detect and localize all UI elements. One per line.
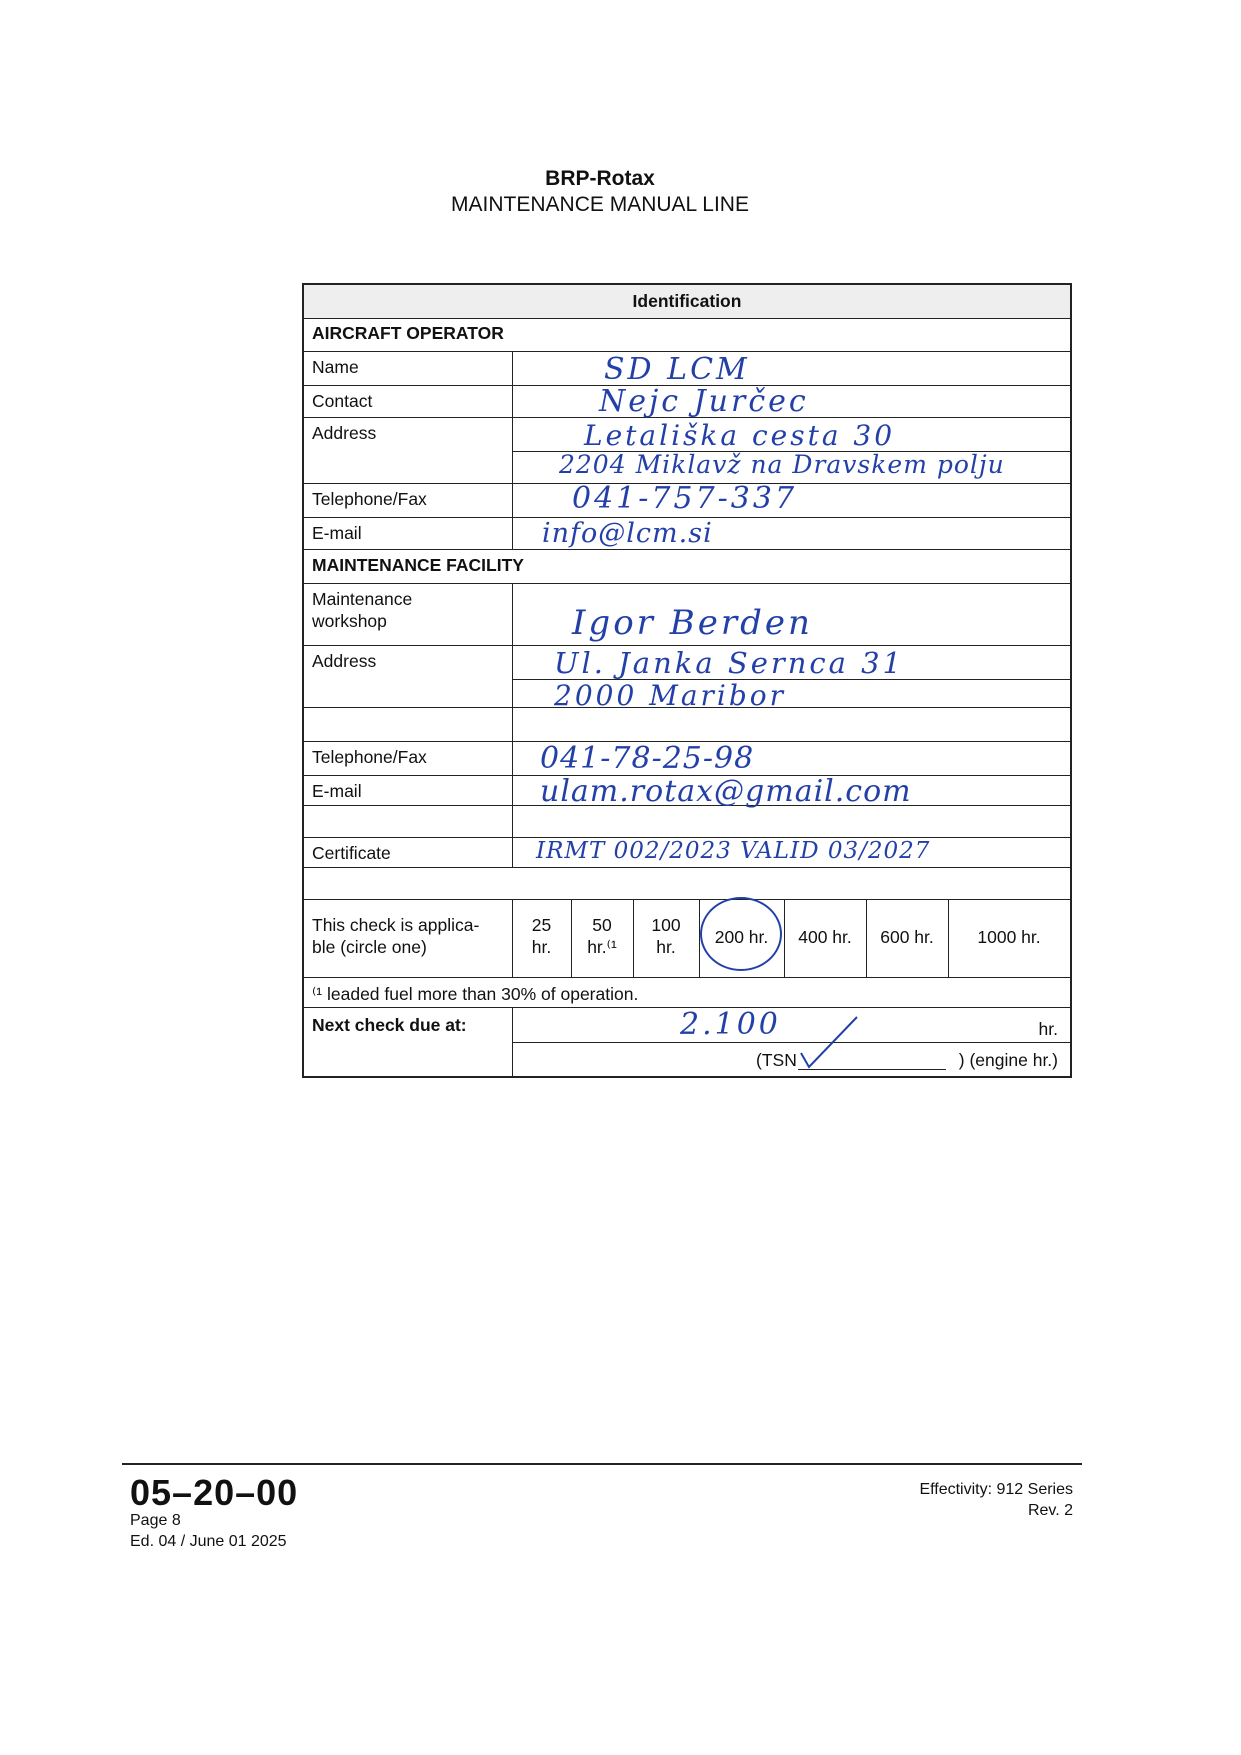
identification-form	[302, 283, 1072, 1078]
manual-title: MAINTENANCE MANUAL LINE	[451, 193, 749, 216]
operator-email-value[interactable]: info@lcm.si	[542, 518, 713, 549]
document-number: 05–20–00	[130, 1472, 299, 1513]
operator-name-label: Name	[312, 357, 359, 377]
check-option-25-unit: hr.	[531, 937, 552, 957]
facility-heading: MAINTENANCE FACILITY	[312, 555, 524, 575]
facility-address-line1[interactable]: Ul. Janka Sernca 31	[554, 646, 905, 680]
operator-address-line2[interactable]: 2204 Miklavž na Dravskem polju	[559, 450, 1005, 479]
operator-name-value[interactable]: SD LCM	[604, 352, 750, 387]
tsn-prefix: (TSN	[756, 1050, 797, 1070]
check-option-100[interactable]: 100	[651, 915, 681, 935]
document-header	[0, 166, 1200, 218]
check-option-50-unit: hr.⁽¹	[587, 937, 617, 957]
facility-certificate-value[interactable]: IRMT 002/2023 VALID 03/2027	[536, 838, 931, 864]
page-number: Page 8	[130, 1512, 181, 1529]
facility-address-label: Address	[312, 651, 377, 671]
check-option-50[interactable]: 50	[592, 915, 612, 935]
form-title: Identification	[632, 291, 742, 311]
operator-address-label: Address	[312, 423, 377, 443]
facility-workshop-value[interactable]: Igor Berden	[572, 603, 813, 643]
facility-workshop-label-line2: workshop	[312, 611, 387, 631]
next-check-label: Next check due at:	[312, 1015, 467, 1035]
next-check-unit: hr.	[1038, 1019, 1058, 1039]
selected-option-circle	[700, 897, 782, 971]
check-label-line2: ble (circle one)	[312, 937, 427, 957]
brand-title: BRP-Rotax	[545, 167, 655, 190]
check-option-25[interactable]: 25	[531, 915, 552, 935]
check-option-200[interactable]: 200 hr.	[714, 927, 769, 947]
check-option-600[interactable]: 600 hr.	[880, 927, 934, 947]
facility-address-line2[interactable]: 2000 Maribor	[554, 679, 787, 712]
facility-email-value[interactable]: ulam.rotax@gmail.com	[540, 774, 912, 809]
operator-contact-label: Contact	[312, 391, 373, 411]
operator-telephone-value[interactable]: 041-757-337	[572, 481, 798, 516]
check-option-400[interactable]: 400 hr.	[798, 927, 852, 947]
leaded-fuel-footnote: ⁽¹ leaded fuel more than 30% of operation.	[312, 984, 639, 1004]
operator-heading: AIRCRAFT OPERATOR	[312, 323, 504, 343]
revision: Rev. 2	[1027, 1502, 1073, 1519]
tsn-check-mark-icon	[797, 1015, 861, 1073]
operator-contact-value[interactable]: Nejc Jurčec	[599, 384, 809, 419]
facility-workshop-label-line1: Maintenance	[312, 589, 413, 609]
facility-telephone-label: Telephone/Fax	[312, 747, 427, 767]
operator-telephone-label: Telephone/Fax	[312, 489, 427, 509]
edition-date: Ed. 04 / June 01 2025	[130, 1533, 287, 1550]
facility-certificate-label: Certificate	[312, 843, 391, 863]
facility-telephone-value[interactable]: 041-78-25-98	[540, 741, 755, 776]
operator-email-label: E-mail	[312, 523, 362, 543]
effectivity: Effectivity: 912 Series	[919, 1481, 1073, 1498]
check-option-1000[interactable]: 1000 hr.	[977, 927, 1041, 947]
next-check-value[interactable]: 2.100	[680, 1007, 781, 1042]
tsn-suffix: ) (engine hr.)	[958, 1050, 1058, 1070]
operator-address-line1[interactable]: Letališka cesta 30	[584, 419, 896, 452]
check-option-100-unit: hr.	[656, 937, 676, 957]
facility-email-label: E-mail	[312, 781, 362, 801]
check-label-line1: This check is applica-	[312, 915, 480, 935]
footer-rule	[122, 1463, 1082, 1465]
